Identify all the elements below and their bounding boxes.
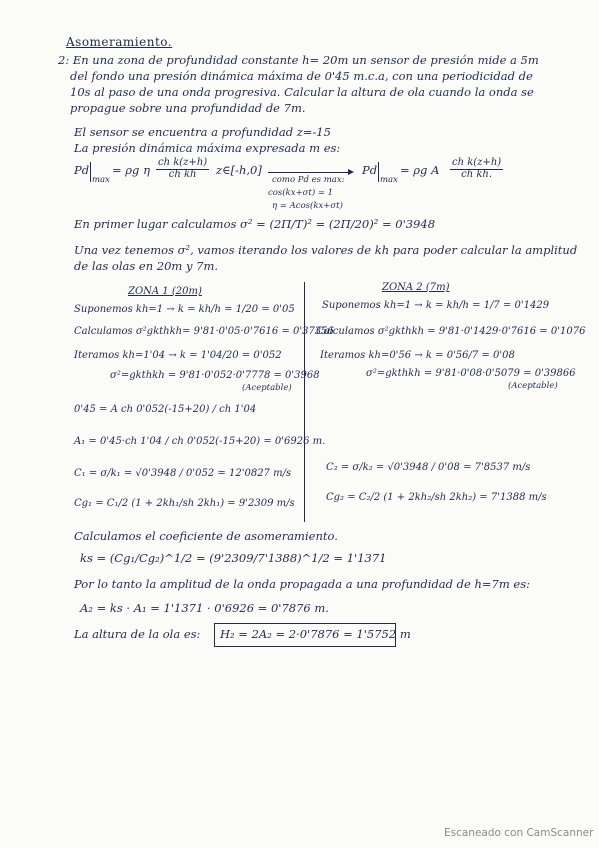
formula-lhs-2: Pd (362, 163, 378, 177)
formula-note-1: como Pd es max: (272, 175, 345, 185)
problem-line-4: propague sobre una profundidad de 7m. (70, 101, 306, 115)
zone-1-heading: ZONA 1 (20m) (128, 286, 202, 297)
problem-line-2: del fondo una presión dinámica máxima de 0'45 m.c.a, con una periodicidad de (70, 69, 533, 83)
zone-2-acceptable: (Aceptable) (508, 381, 558, 391)
page-title: Asomeramiento. (66, 35, 173, 49)
zone-1-line-4: σ²=gkthkh = 9'81·0'052·0'7778 = 0'3968 (110, 370, 320, 381)
formula-sub: max (92, 175, 110, 185)
zone-2-heading: ZONA 2 (7m) (382, 282, 450, 293)
propagation-intro: Por lo tanto la amplitud de la onda propagada a una profundidad de h=7m es: (74, 577, 530, 591)
zone-2-line-1: Suponemos kh=1 → k = kh/h = 1/7 = 0'1429 (322, 300, 550, 311)
zone-2-group-celerity: Cg₂ = C₂/2 (1 + 2kh₂/sh 2kh₂) = 7'1388 m/s (326, 492, 547, 503)
implies-arrow (268, 172, 352, 173)
ks-line: ks = (Cg₁/Cg₂)^1/2 = (9'2309/7'1388)^1/2 = 1'1371 (80, 551, 387, 565)
height-intro: La altura de la ola es: (74, 627, 201, 641)
formula-fraction-2 (450, 158, 503, 180)
formula-den-2: ch kh. (461, 168, 493, 180)
problem-line-3: 10s al paso de una onda progresiva. Calcular la altura de ola cuando la onda se (70, 85, 534, 99)
formula-note-3: η = Acos(kx+σt) (272, 201, 343, 211)
formula-bar-2 (378, 162, 379, 182)
zone-1-group-celerity: Cg₁ = C₁/2 (1 + 2kh₁/sh 2kh₁) = 9'2309 m/s (74, 498, 295, 509)
formula-range: z∈[-h,0] (216, 163, 262, 177)
zone-1-line-5: 0'45 = A ch 0'052(-15+20) / ch 1'04 (74, 404, 257, 415)
zone-2-celerity: C₂ = σ/k₂ = √0'3948 / 0'08 = 7'8537 m/s (326, 462, 531, 473)
zone-1-line-1: Suponemos kh=1 → k = kh/h = 1/20 = 0'05 (74, 304, 295, 315)
zone-1-acceptable: (Aceptable) (242, 383, 292, 393)
formula-rhs: = ρg η (112, 163, 150, 177)
zone-1-amplitude: A₁ = 0'45·ch 1'04 / ch 0'052(-15+20) = 0'6926 m. (74, 436, 326, 447)
iteration-intro-2: de las olas en 20m y 7m. (74, 259, 219, 273)
height-result: H₂ = 2A₂ = 2·0'7876 = 1'5752 m (220, 627, 411, 641)
zone-2-line-2: Calculamos σ²gkthkh = 9'81·0'1429·0'7616 = 0'1076 (316, 326, 586, 337)
formula-num: ch k(z+h) (158, 157, 208, 168)
formula-num-2: ch k(z+h) (452, 157, 502, 168)
scanner-watermark: Escaneado con CamScanner (444, 827, 594, 839)
zone-1-celerity: C₁ = σ/k₁ = √0'3948 / 0'052 = 12'0827 m/s (74, 468, 292, 479)
zone-divider (304, 282, 305, 522)
formula-lhs: Pd (74, 163, 90, 177)
sigma-line: En primer lugar calculamos σ² = (2Π/T)² = (2Π/20)² = 0'3948 (74, 217, 436, 231)
formula-fraction (156, 158, 209, 180)
problem-line-1: 2: En una zona de profundidad constante h= 20m un sensor de presión mide a 5m (58, 53, 539, 67)
zone-1-line-2: Calculamos σ²gkthkh= 9'81·0'05·0'7616 = 0'37356 (74, 326, 334, 337)
formula-den: ch kh (168, 168, 197, 180)
zone-2-line-3: Iteramos kh=0'56 → k = 0'56/7 = 0'08 (320, 350, 515, 361)
pressure-intro-line: La presión dinámica máxima expresada m es: (74, 141, 341, 155)
formula-bar (90, 162, 91, 182)
sensor-depth-line: El sensor se encuentra a profundidad z=-15 (74, 125, 331, 139)
a2-line: A₂ = ks · A₁ = 1'1371 · 0'6926 = 0'7876 m. (80, 601, 329, 615)
formula-rhs-2: = ρg A (400, 163, 440, 177)
formula-note-2: cos(kx+σt) = 1 (268, 188, 334, 198)
zone-2-line-4: σ²=gkthkh = 9'81·0'08·0'5079 = 0'39866 (366, 368, 576, 379)
zone-1-line-3: Iteramos kh=1'04 → k = 1'04/20 = 0'052 (74, 350, 282, 361)
iteration-intro-1: Una vez tenemos σ², vamos iterando los valores de kh para poder calcular la amplitud (74, 243, 578, 257)
coef-intro: Calculamos el coeficiente de asomeramiento. (74, 529, 338, 543)
formula-sub-2: max (380, 175, 398, 185)
